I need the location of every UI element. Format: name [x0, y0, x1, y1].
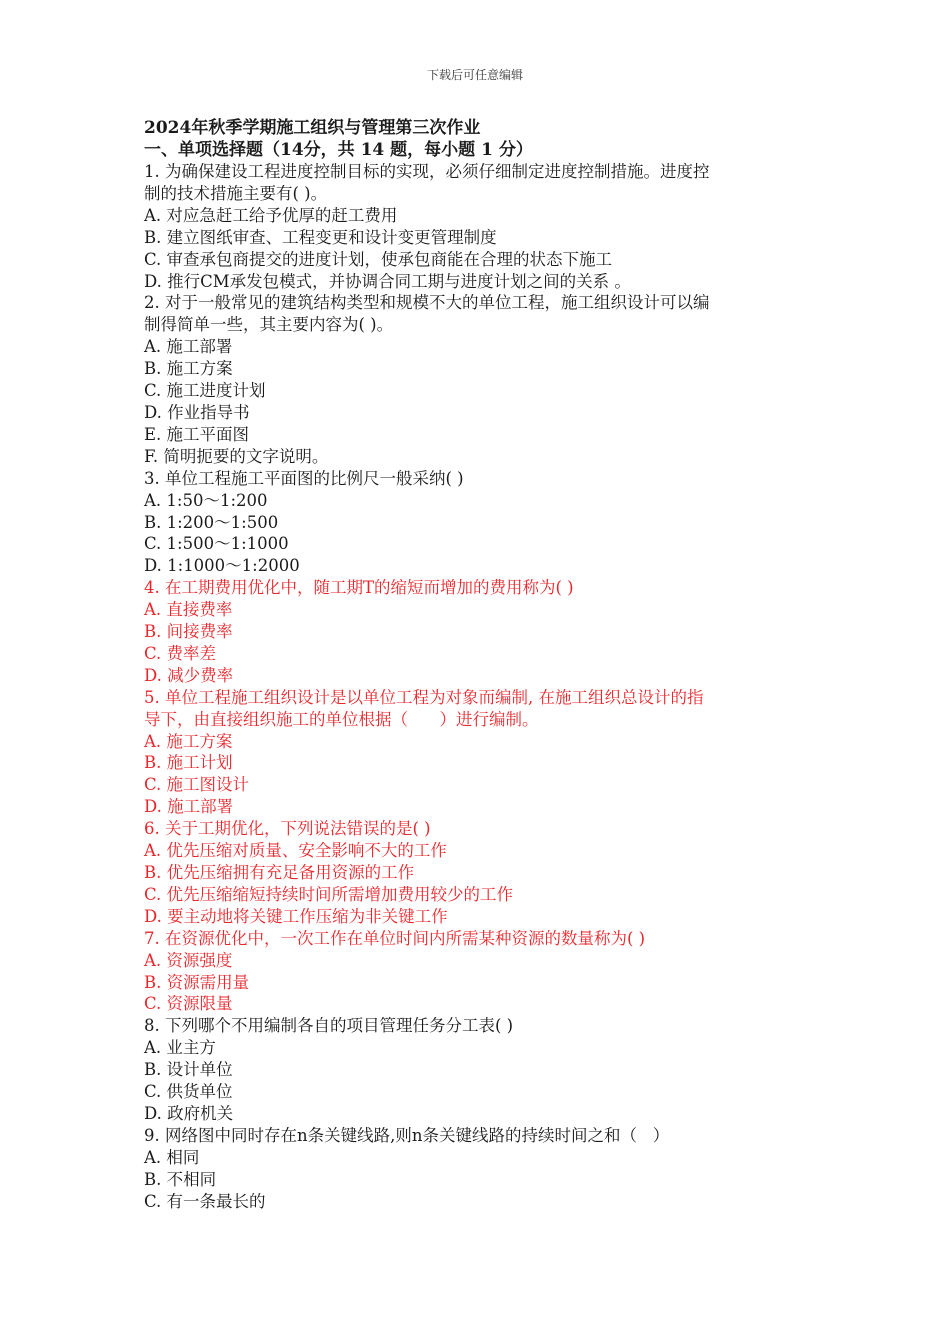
- answer-option: C. 费率差: [144, 643, 217, 663]
- answer-option: C. 审查承包商提交的进度计划，使承包商能在合理的状态下施工: [144, 249, 613, 269]
- document-body: [144, 117, 812, 1213]
- question-2: [144, 292, 812, 467]
- question-4: [144, 577, 812, 687]
- question-list: [144, 161, 812, 1213]
- answer-option: B. 1:200～1:500: [144, 512, 279, 532]
- question-stem: 制的技术措施主要有( )。: [144, 183, 328, 203]
- answer-option: D. 推行CM承发包模式，并协调合同工期与进度计划之间的关系 。: [144, 271, 631, 291]
- answer-option: D. 1:1000～1:2000: [144, 556, 300, 576]
- question-stem: 4. 在工期费用优化中，随工期T的缩短而增加的费用称为( ): [144, 578, 574, 598]
- question-stem: 8. 下列哪个不用编制各自的项目管理任务分工表( ): [144, 1016, 514, 1036]
- question-9: [144, 1125, 812, 1213]
- question-stem: 6. 关于工期优化，下列说法错误的是( ): [144, 819, 431, 839]
- page-header: 下载后可任意编辑: [426, 68, 523, 82]
- question-stem: 2. 对于一般常见的建筑结构类型和规模不大的单位工程，施工组织设计可以编: [144, 293, 710, 313]
- answer-option: B. 施工计划: [144, 753, 233, 773]
- answer-option: B. 间接费率: [144, 622, 233, 642]
- question-3: [144, 468, 812, 578]
- question-stem: 5. 单位工程施工组织设计是以单位工程为对象而编制, 在施工组织总设计的指: [144, 687, 704, 707]
- question-stem: 制得简单一些，其主要内容为( )。: [144, 315, 394, 335]
- question-8: [144, 1015, 812, 1125]
- answer-option: C. 供货单位: [144, 1082, 233, 1102]
- answer-option: A. 资源强度: [144, 950, 233, 970]
- question-stem: 导下，由直接组织施工的单位根据（ ）进行编制。: [144, 709, 539, 729]
- answer-option: D. 施工部署: [144, 797, 234, 817]
- answer-option: C. 1:500～1:1000: [144, 534, 289, 554]
- answer-option: B. 优先压缩拥有充足备用资源的工作: [144, 863, 415, 882]
- answer-option: A. 直接费率: [144, 600, 233, 620]
- question-1: [144, 161, 812, 292]
- answer-option: B. 施工方案: [144, 359, 233, 379]
- answer-option: C. 资源限量: [144, 994, 233, 1014]
- answer-option: B. 资源需用量: [144, 972, 250, 992]
- answer-option: A. 优先压缩对质量、安全影响不大的工作: [144, 841, 447, 861]
- answer-option: C. 优先压缩缩短持续时间所需增加费用较少的工作: [144, 884, 514, 904]
- question-stem: 7. 在资源优化中，一次工作在单位时间内所需某种资源的数量称为( ): [144, 928, 646, 948]
- answer-option: A. 施工方案: [144, 731, 233, 751]
- answer-option: D. 要主动地将关键工作压缩为非关键工作: [144, 906, 448, 926]
- answer-option: A. 相同: [144, 1147, 200, 1167]
- question-stem: 9. 网络图中同时存在n条关键线路,则n条关键线路的持续时间之和（ ）: [144, 1125, 670, 1145]
- answer-option: B. 建立图纸审查、工程变更和设计变更管理制度: [144, 227, 497, 247]
- question-stem: 1. 为确保建设工程进度控制目标的实现，必须仔细制定进度控制措施。进度控: [144, 162, 710, 181]
- answer-option: A. 施工部署: [144, 337, 233, 357]
- question-5: [144, 687, 812, 818]
- question-7: [144, 928, 812, 1016]
- answer-option: B. 不相同: [144, 1169, 217, 1189]
- answer-option: C. 施工图设计: [144, 775, 250, 795]
- answer-option: D. 政府机关: [144, 1103, 234, 1123]
- answer-option: D. 作业指导书: [144, 402, 250, 422]
- document-title: 2024年秋季学期施工组织与管理第三次作业: [144, 118, 481, 138]
- answer-option: A. 1:50～1:200: [144, 490, 268, 510]
- answer-option: A. 业主方: [144, 1038, 216, 1058]
- answer-option: D. 减少费率: [144, 665, 234, 685]
- answer-option: F. 简明扼要的文字说明。: [144, 446, 329, 466]
- answer-option: E. 施工平面图: [144, 424, 250, 444]
- answer-option: C. 施工进度计划: [144, 381, 266, 401]
- answer-option: B. 设计单位: [144, 1060, 233, 1080]
- section-title: 一、单项选择题（14分，共 14 题，每小题 1 分）: [144, 140, 533, 160]
- answer-option: A. 对应急赶工给予优厚的赶工费用: [144, 205, 398, 225]
- answer-option: C. 有一条最长的: [144, 1191, 266, 1211]
- question-6: [144, 818, 812, 928]
- question-stem: 3. 单位工程施工平面图的比例尺一般采纳( ): [144, 468, 464, 488]
